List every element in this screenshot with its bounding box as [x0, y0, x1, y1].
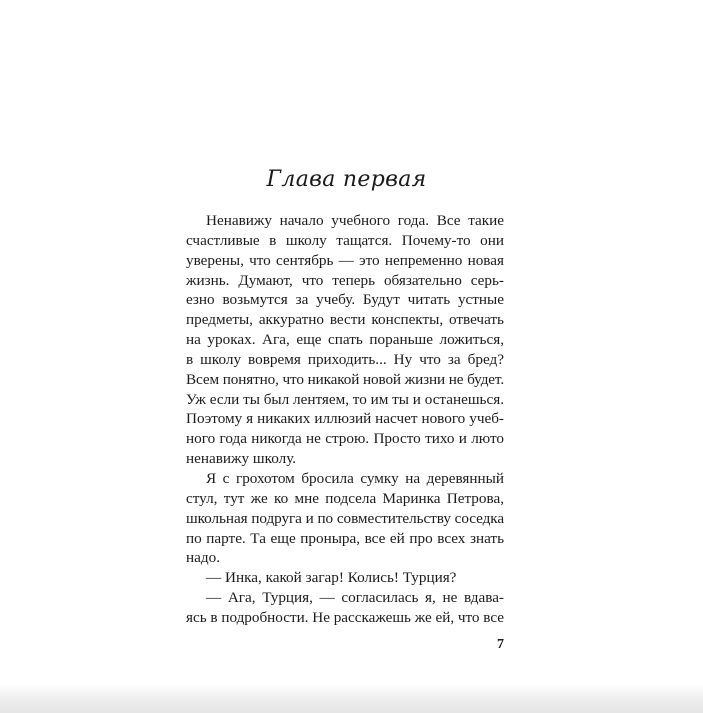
text-line: Уж если ты был лентяем, то им ты и останешься. [186, 390, 505, 408]
text-line: на уроках. Ага, еще спать пораньше ложиться, [186, 331, 504, 349]
text-line: ясь в подробности. Не расскажешь же ей, что все [186, 608, 504, 626]
text-line: школьная подруга и по совместительству соседка [186, 509, 504, 527]
text-line: уверены, что сентябрь — это непременно новая [186, 251, 504, 269]
body-text [186, 211, 504, 628]
text-line: Всем понятно, что никакой новой жизни не будет. [186, 370, 504, 388]
text-line: езно возьмутся за учебу. Будут читать устные [186, 291, 504, 309]
text-line: счастливые в школу тащатся. Почему-то они [186, 231, 504, 249]
text-line: ненавижу школу. [186, 450, 297, 468]
text-line: ного года никогда не строю. Просто тихо и люто [186, 430, 504, 448]
text-line: по парте. Та еще проныра, все ей про всех знать [186, 529, 504, 547]
chapter-title: Глава первая [266, 167, 427, 192]
text-line: предметы, аккуратно вести конспекты, отвечать [186, 311, 504, 329]
text-line: жизнь. Думают, что теперь обязательно серь- [186, 271, 504, 289]
text-line: стул, тут же ко мне подсела Маринка Петрова, [186, 489, 504, 507]
text-line: Я с грохотом бросила сумку на деревянный [206, 469, 504, 487]
text-line: Ненавижу начало учебного года. Все такие [206, 212, 504, 229]
text-line: Поэтому я никаких иллюзий насчет нового учеб- [186, 410, 504, 428]
bottom-shadow [0, 684, 703, 713]
text-line: надо. [186, 549, 220, 567]
text-line: в школу вовремя приходить... Ну что за бред? [186, 350, 504, 368]
page-number: 7 [497, 637, 504, 652]
text-line: — Инка, какой загар! Колись! Турция? [206, 569, 457, 587]
text-line: — Ага, Турция, — согласилась я, не вдава- [206, 589, 504, 607]
